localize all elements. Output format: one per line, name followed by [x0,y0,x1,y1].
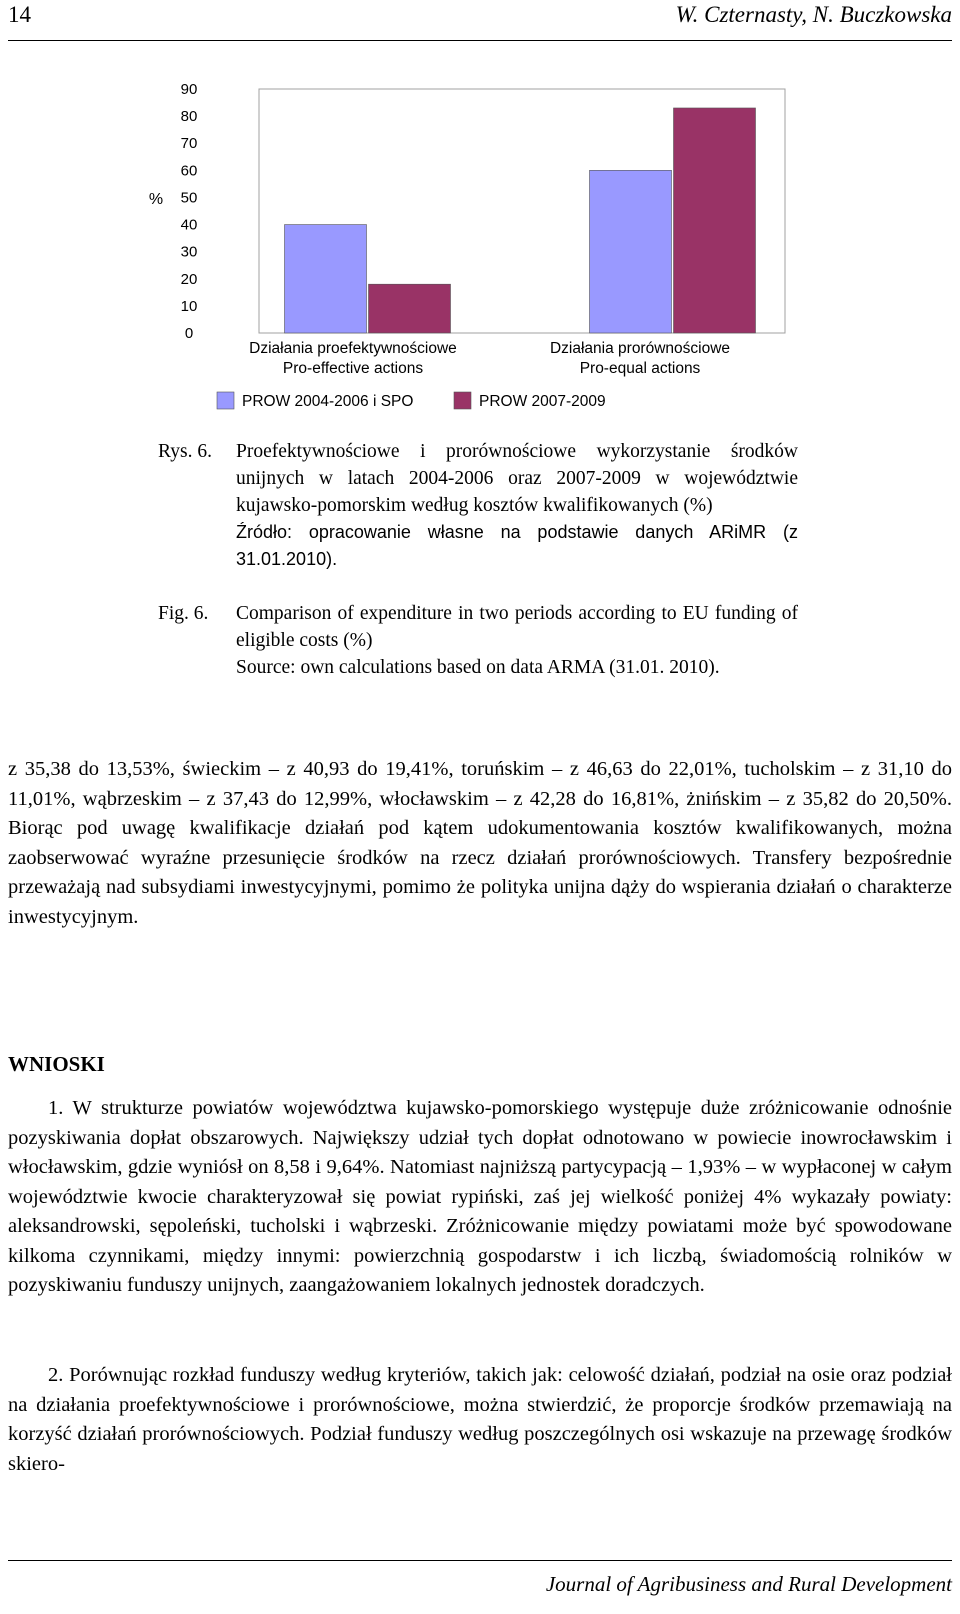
conclusion-1: 1. W strukturze powiatów województwa kujawsko-pomorskiego występuje duże zróżnicowanie odnośnie pozyskiwania dopłat obszarowych. Największy udział tych dopłat odnotowano w powiecie inowrocławskim i włocławskim, gdzie wyniósł on 8,58 i 9,64%. Natomiast najniższą partycypacją – 1,93% – w wypłaconej w całym województwie kwocie charakteryzował się powiat rypiński, zaś jej wielkość poniżej 4% wykazały powiaty: aleksandrowski, sępoleński, tucholski i wąbrzeski. Zróżnicowanie między powiatami może być spowodowane kilkoma czynnikami, między innymi: powierzchnią gospodarstw i ich liczbą, świadomością rolników w pozyskiwaniu funduszy unijnych, zaangażowaniem lokalnych jednostek doradczych. [8,1097,952,1296]
caption-text-pl: Proefektywnościowe i prorównościowe wykorzystanie środków unijnych w latach 2004-2006 oraz 2007-2009 w województwie kujawsko-pomorskim według kosztów kwalifikowanych (%) [236,441,798,516]
page-header [8,0,952,41]
section-heading: WNIOSKI [8,1052,105,1076]
y-unit-label: % [148,191,164,208]
y-tick-label: 40 [180,216,198,234]
y-tick-label: 50 [180,189,198,207]
journal-name: Journal of Agribusiness and Rural Development [545,1572,952,1596]
caption-text-en: Comparison of expenditure in two periods according to EU funding of eligible costs (%) [236,603,798,651]
y-tick-label: 80 [180,108,198,126]
bar-prow-2004-2006-cat2 [590,170,672,333]
bar-prow-2004-2006-cat1 [285,225,367,333]
page-number: 14 [8,2,31,27]
x-label-pl-2: Działania prorównościowe [549,340,731,357]
x-label-pl-1: Działania proefektywnościowe [249,340,457,357]
y-tick-label: 20 [180,270,198,288]
bar-chart [140,78,800,418]
x-axis-labels [249,340,730,377]
y-tick-label: 10 [180,297,198,315]
caption-source-pl: Źródło: opracowanie własne na podstawie danych ARiMR (z 31.01.2010). [236,522,798,569]
y-axis-ticks [181,81,198,342]
running-head-authors: W. Czternasty, N. Buczkowska [675,2,952,27]
legend-label-1: PROW 2004-2006 i SPO [242,393,414,410]
figure-caption-pl [158,438,798,573]
footer-rule [8,1560,952,1561]
y-tick-label: 0 [184,325,194,342]
y-tick-label: 70 [180,135,198,153]
legend-label-2: PROW 2007-2009 [479,393,606,410]
body-paragraph: z 35,38 do 13,53%, świeckim – z 40,93 do 19,41%, toruńskim – z 46,63 do 22,01%, tucholskim – z 31,10 do 11,01%, wąbrzeskim – z 37,43 do 12,99%, włocławskim – z 42,28 do 16,81%, żnińskim – z 35,82 do 20,50%. Biorąc pod uwagę kwalifikacje działań pod kątem udokumentowania kosztów kwalifikowanych, można zaobserwować wyraźne przesunięcie środków na rzecz działań prorównościowych. Transfery bezpośrednie przeważają nad subsydiami inwestycyjnymi, pomimo że polityka unijna dąży do wspierania działań o charakterze inwestycyjnym. [8,758,952,928]
y-tick-label: 90 [180,81,198,98]
legend-swatch-1 [217,392,234,409]
bar-prow-2007-2009-cat2 [674,108,756,333]
x-label-en-1: Pro-effective actions [282,360,424,377]
figure-caption-en [158,600,798,681]
conclusion-2: 2. Porównując rozkład funduszy według kryteriów, takich jak: celowość działań, podział na osie oraz podział na działania proefektywnościowe i prorównościowe, można stwierdzić, że proporcje środków przemawiają na korzyść działań prorównościowych. Podział funduszy według poszczególnych osi wskazuje na przewagę środków skiero- [8,1364,952,1475]
y-tick-label: 60 [180,162,198,180]
caption-label-en: Fig. 6. [158,603,209,624]
y-tick-label: 30 [180,243,198,261]
caption-label-pl: Rys. 6. [158,441,212,462]
legend [217,392,606,410]
legend-swatch-2 [454,392,471,409]
bar-prow-2007-2009-cat1 [369,284,451,333]
x-label-en-2: Pro-equal actions [579,360,701,377]
caption-source-en: Source: own calculations based on data ARMA (31.01. 2010). [236,657,720,678]
